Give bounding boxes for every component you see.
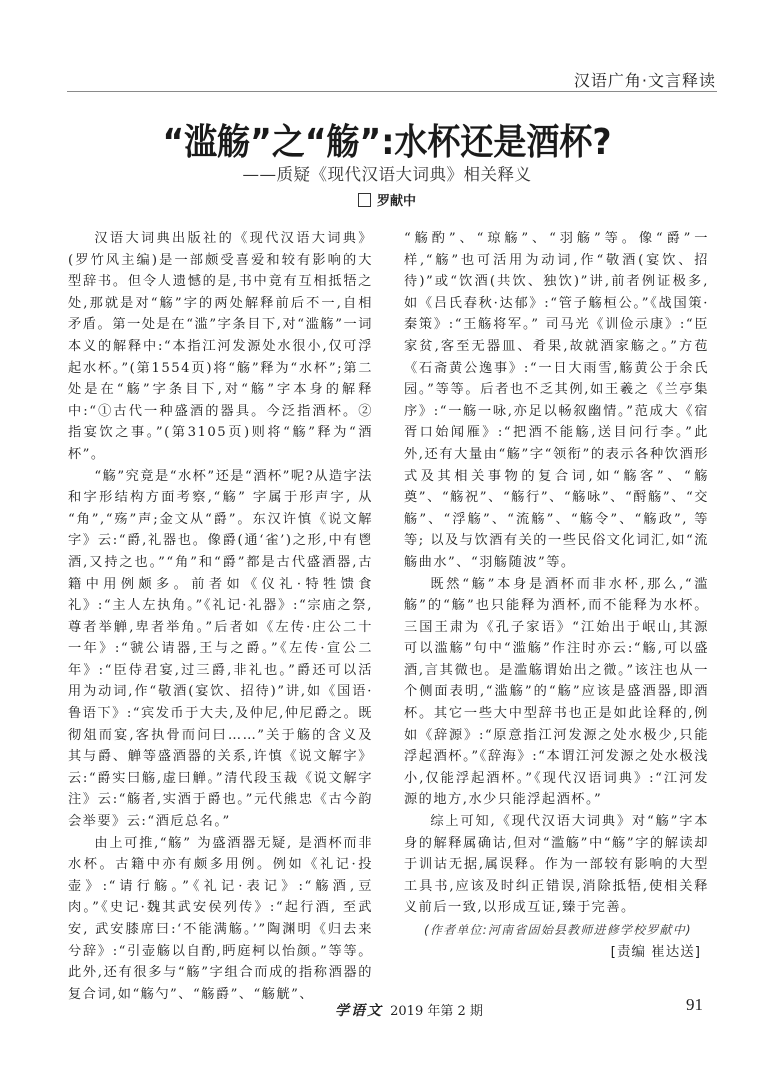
- header-rule: [67, 91, 717, 92]
- article-subtitle: ——质疑《现代汉语大词典》相关释义: [242, 165, 532, 184]
- paragraph: 既然“觞”本身是酒杯而非水杯,那么,“滥觞”的“觞”也只能释为酒杯,而不能释为水杯。三国王肃为《孔子家语》“江始出于岷山,其源可以滥觞”句中“滥觞”作注时亦云:“觞,可以盛酒,言其微也。是滥觞谓始出之微。”该注也从一个侧面表明,“滥觞”的“觞”应该是盛酒器,即酒杯。其它一些大中型辞书也正是如此诠释的,例如《辞源》:“原意指江河发源之处水极少,只能浮起酒杯。”《辞海》:“本谓江河发源之处水极浅小,仅能浮起酒杯。”《现代汉语词典》:“江河发源的地方,水少只能浮起酒杯。”: [404, 576, 709, 808]
- paragraph: 综上可知,《现代汉语大词典》对“觞”字本身的解释属确诂,但对“滥觞”中“觞”字的解读却于训诂无据,属误释。作为一部较有影响的大型工具书,应该及时纠正错误,消除抵牾,使相关释义前后一致,以形成互证,臻于完善。: [404, 814, 709, 916]
- journal-issue: 2019 年第 2 期: [390, 1004, 483, 1019]
- article-title: “滥觞”之“觞”:水杯还是酒杯?: [162, 120, 612, 163]
- paragraph: “觞酌”、“琼觞”、“羽觞”等。像“爵”一样,“觞”也可活用为动词,作“敬酒(宴饮、招待)”或“饮酒(共饮、独饮)”讲,前者例证极多,如《吕氏春秋·达郁》:“管子觞桓公。”《战国策·秦策》:“王觞将军。” 司马光《训俭示康》:“臣家贫,客至无器皿、肴果,故就酒家觞之。”方苞《石斋黄公逸事》:“一日大雨雪,觞黄公于余氏园。”等等。后者也不乏其例,如王羲之《兰亭集序》:“一觞一咏,亦足以畅叙幽情。”范成大《宿胥口始闻雁》:“把酒不能觞,送目问行李。”此外,还有大量由“觞”字“领衔”的表示各种饮酒形式及其相关事物的复合词,如“觞客”、“觞奠”、“觞祝”、“觞行”、“觞咏”、“酹觞”、“交觞”、“浮觞”、“流觞”、“觞令”、“觞政”, 等等; 以及与饮酒有关的一些民俗文化词汇,如“流觞曲水”、“羽觞随波”等。: [404, 231, 709, 570]
- author-name: 罗献中: [376, 194, 416, 209]
- page-number: 91: [686, 995, 703, 1014]
- footer-journal: [335, 1000, 483, 1020]
- paragraph: 由上可推,“觞” 为盛酒器无疑, 是酒杯而非水杯。古籍中亦有颇多用例。例如《礼记·投壶》:“请行觞。”《礼记·表记》:“觞酒,豆肉。”《史记·魏其武安侯列传》:“起行酒, 至武安, 武安膝席曰:‘不能满觞。’”陶渊明《归去来兮辞》:“引壶觞以自酌,眄庭柯以怡颜。”等等。此外,还有很多与“觞”字组合而成的指称酒器的复合词,如“觞勺”、“觞爵”、“觞觥”、: [68, 835, 373, 1002]
- editor-note: [责编 崔达送]: [610, 943, 701, 960]
- journal-name: 学语文: [335, 1003, 383, 1019]
- paragraph: 汉语大词典出版社的《现代汉语大词典》(罗竹风主编)是一部颇受喜爱和较有影响的大型辞书。但令人遗憾的是,书中竟有互相抵牾之处,那就是对“觞”字的两处解释前后不一,自相矛盾。第一处是在“滥”字条目下,对“滥觞”一词本义的解释中:“本指江河发源处水很小,仅可浮起水杯。”(第1554页)将“觞”释为“水杯”;第二处是在“觞”字条目下,对“觞”字本身的解释中:“①古代一种盛酒的器具。今泛指酒杯。②指宴饮之事。”(第3105页)则将“觞”释为“酒杯”。: [68, 231, 373, 462]
- left-column: [68, 228, 373, 1005]
- paragraph: “觞”究竟是“水杯”还是“酒杯”呢?从造字法和字形结构方面考察,“觞” 字属于形声字, 从 “角”,“殇”声;金文从“爵”。东汉许慎《说文解字》云:“爵,礼器也。像爵(通‘雀’)之形,中有鬯酒,又持之也。”“角”和“爵”都是古代盛酒器,古籍中用例颇多。前者如《仪礼·特牲馈食礼》:“主人左执角。”《礼记·礼器》:“宗庙之祭,尊者举觯,卑者举角。”后者如《左传·庄公二十一年》:“虢公请器,王与之爵。”《左传·宣公二年》:“臣侍君宴,过三爵,非礼也。”爵还可以活用为动词,作“敬酒(宴饮、招待)”讲,如《国语·鲁语下》:“宾发币于大夫,及仲尼,仲尼爵之。既彻俎而宴,客执骨而问曰……”关于觞的含义及其与爵、觯等盛酒器的关系,许慎《说文解字》云:“爵实曰觞,虚曰觯。”清代段玉裁《说文解字注》云:“觞者,实酒于爵也。”元代熊忠《古今韵会举要》云:“酒卮总名。”: [68, 468, 373, 830]
- section-header: 汉语广角·文言释读: [573, 71, 716, 90]
- right-column: [404, 228, 709, 963]
- author-box-icon: [358, 193, 371, 207]
- author-affiliation: (作者单位:河南省固始县教师进修学校罗献中): [424, 923, 692, 937]
- byline: [0, 190, 774, 209]
